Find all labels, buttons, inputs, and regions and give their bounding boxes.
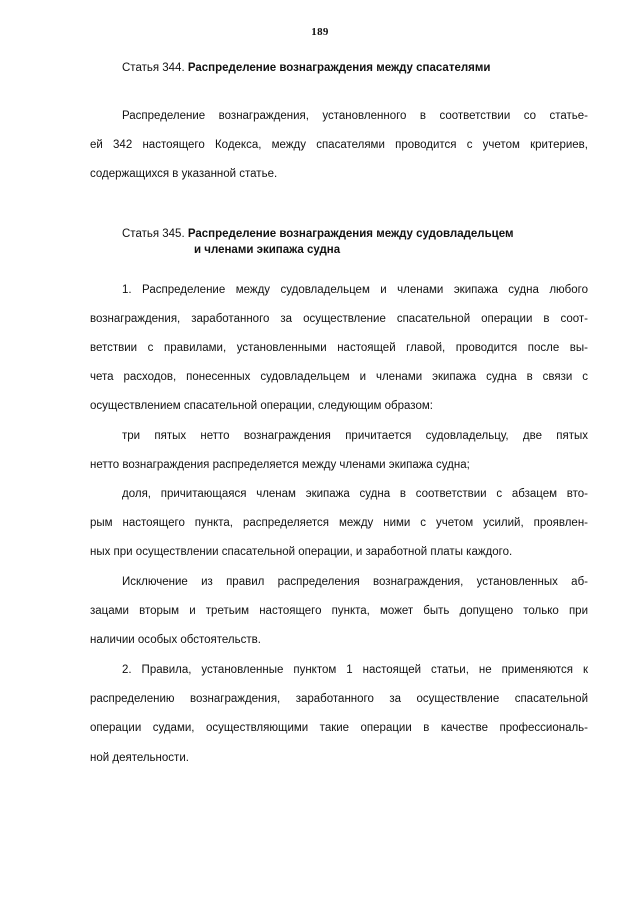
- article-345-line-16: операции судами, осуществляющими такие операции в качестве профессиональ-: [90, 722, 588, 734]
- article-345-line-15: распределению вознаграждения, заработанного за осуществление спасательной: [90, 693, 588, 705]
- article-345-label: Статья 345.: [122, 228, 185, 240]
- article-345-line-9: рым настоящего пункта, распределяется между ними с учетом усилий, проявлен-: [90, 517, 588, 529]
- article-345-line-13: наличии особых обстоятельств.: [90, 634, 261, 646]
- article-344-label: Статья 344.: [122, 62, 185, 74]
- article-345-line-6: три пятых нетто вознаграждения причитается судовладельцу, две пятых: [122, 430, 588, 442]
- article-345-line-8: доля, причитающаяся членам экипажа судна в соответствии с абзацем вто-: [122, 488, 588, 500]
- article-345-line-11: Исключение из правил распределения вознаграждения, установленных аб-: [122, 576, 588, 588]
- article-344-line-2: ей 342 настоящего Кодекса, между спасателями проводится с учетом критериев,: [90, 139, 588, 151]
- article-345-line-1: 1. Распределение между судовладельцем и членами экипажа судна любого: [122, 284, 588, 296]
- article-345-line-17: ной деятельности.: [90, 752, 189, 764]
- article-345-line-7: нетто вознаграждения распределяется между членами экипажа судна;: [90, 459, 470, 471]
- article-344-title: Распределение вознаграждения между спасателями: [187, 62, 491, 74]
- article-344-line-3: содержащихся в указанной статье.: [90, 168, 278, 180]
- article-345-line-14: 2. Правила, установленные пунктом 1 настоящей статьи, не применяются к: [122, 664, 588, 676]
- article-345-line-3: ветствии с правилами, установленными настоящей главой, проводится после вы-: [90, 342, 588, 354]
- article-345-line-10: ных при осуществлении спасательной операции, и заработной платы каждого.: [90, 546, 513, 558]
- article-344-line-1: Распределение вознаграждения, установленного в соответствии со статье-: [122, 110, 588, 122]
- article-345-title-1: Распределение вознаграждения между судовладельцем: [187, 228, 514, 240]
- article-345-title-2: и членами экипажа судна: [194, 244, 341, 256]
- article-345-line-12: зацами вторым и третьим настоящего пункта, может быть допущено только при: [90, 605, 588, 617]
- article-345-heading: [122, 226, 514, 258]
- page-number: 189: [311, 26, 329, 38]
- article-345-line-2: вознаграждения, заработанного за осуществление спасательной операции в соот-: [90, 313, 588, 325]
- article-345-line-4: чета расходов, понесенных судовладельцем и членами экипажа судна в связи с: [90, 371, 588, 383]
- article-345-line-5: осуществлением спасательной операции, следующим образом:: [90, 400, 433, 412]
- article-344-heading: [122, 60, 490, 76]
